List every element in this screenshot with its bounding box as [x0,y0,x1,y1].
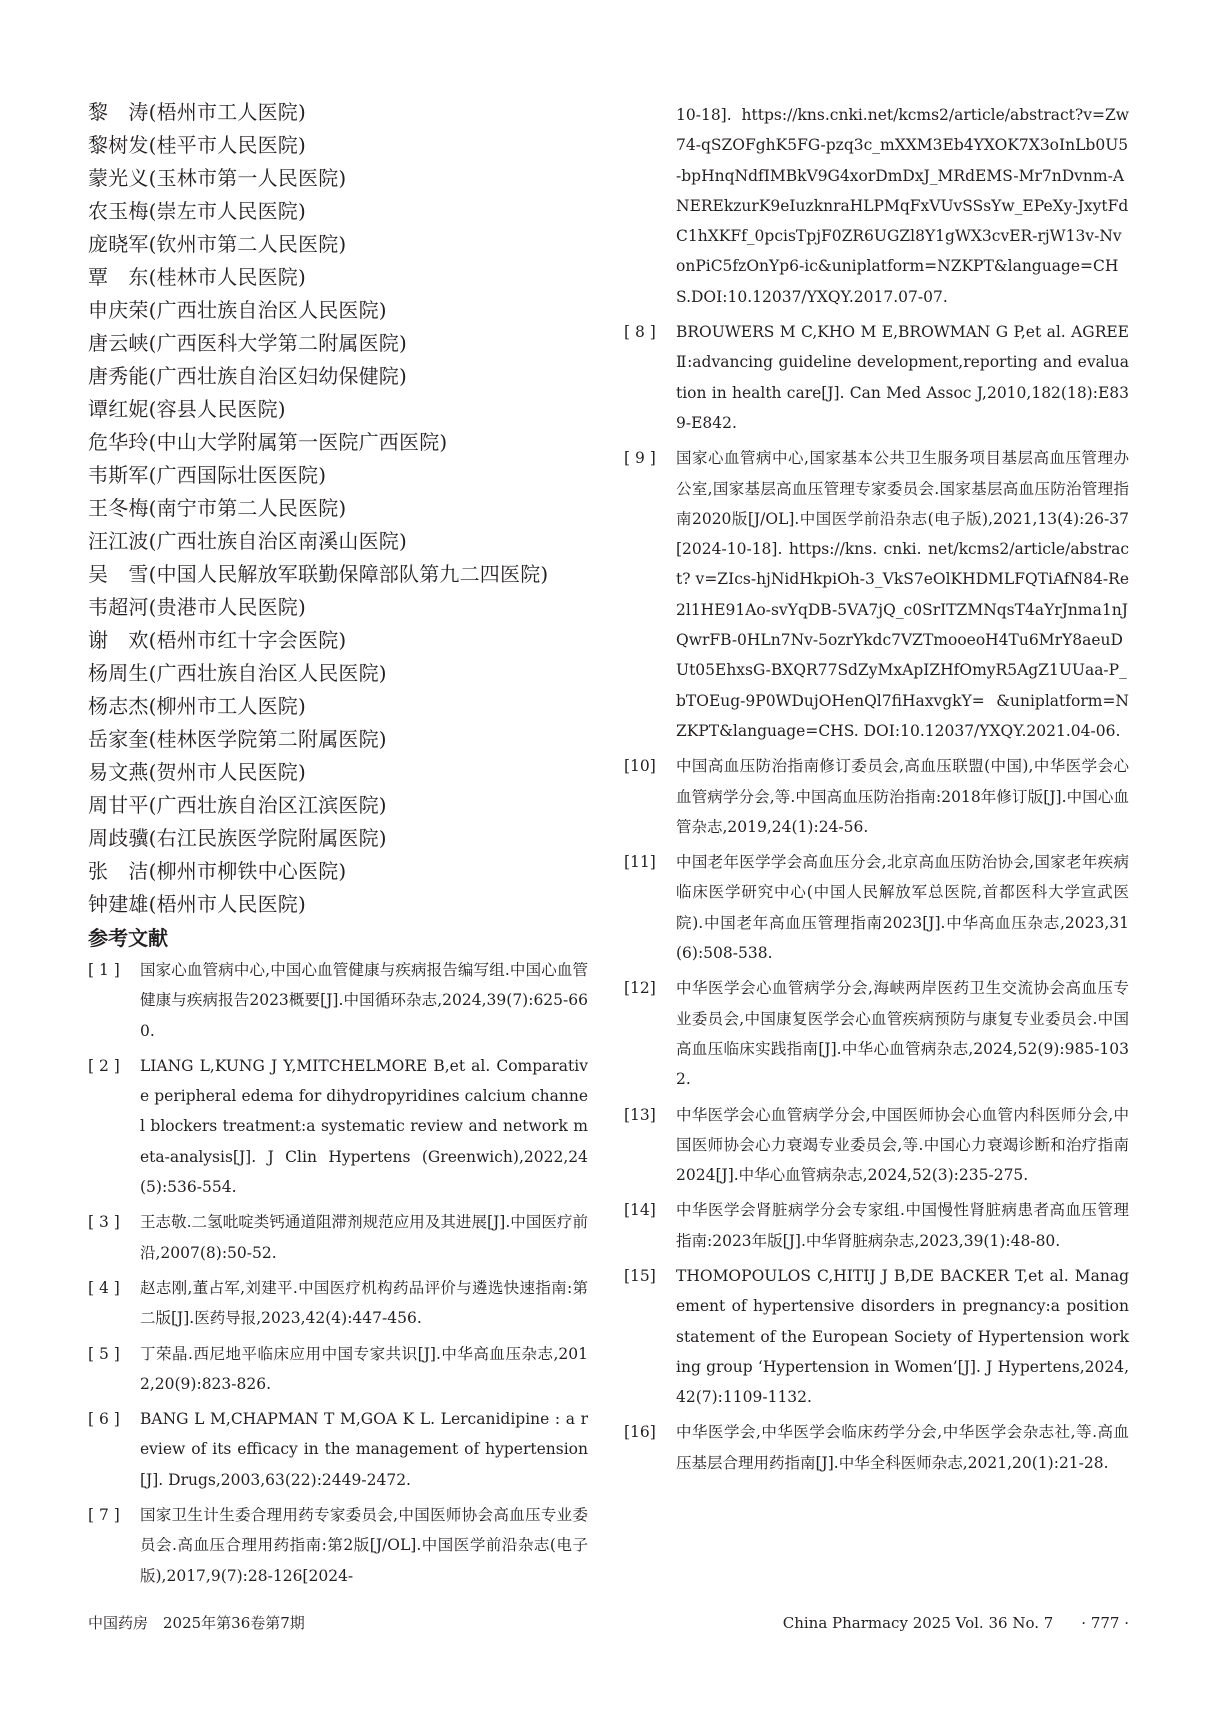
reference-text: 丁荣晶.西尼地平临床应用中国专家共识[J].中华高血压杂志,2012,20(9):823-826. [140,1344,588,1393]
reference-item [624,1417,1129,1478]
reference-number: [10] [624,757,656,776]
reference-text: BANG L M,CHAPMAN T M,GOA K L. Lercanidipine : a review of its efficacy in the management of hypertension [J]. Drugs,2003,63(22):2449-2472. [140,1410,588,1489]
reference-number: [ 4 ] [88,1278,120,1297]
reference-number: [ 1 ] [88,961,120,979]
reference-text: 中国高血压防治指南修订委员会,高血压联盟(中国),中华医学会心血管病学分会,等.中国高血压防治指南:2018年修订版[J].中国心血管杂志,2019,24(1):24-56. [676,757,1129,836]
member-entry: 黎树发(桂平市人民医院) [88,133,307,157]
reference-number: [ 3 ] [88,1213,120,1232]
reference-item [88,1051,588,1202]
reference-number: [ 7 ] [88,1506,120,1525]
right-column [624,100,1129,1483]
reference-text: THOMOPOULOS C,HITIJ J B,DE BACKER T,et al. Management of hypertensive disorders in pregnancy:a position statement of the European Society of Hypertension working group ‘Hypertension in Women’[J]. J Hypertens,2024,42(7):1109-1132. [676,1266,1129,1407]
member-entry: 岳家奎(桂林医学院第二附属医院) [88,727,387,751]
reference-number: [ 5 ] [88,1344,120,1363]
reference-item [624,1195,1129,1256]
reference-number: [ 9 ] [624,449,656,468]
reference-text: 国家心血管病中心,中国心血管健康与疾病报告编写组.中国心血管健康与疾病报告2023概要[J].中国循环杂志,2024,39(7):625-660. [140,961,588,1040]
reference-number: [11] [624,853,656,872]
member-entry: 韦超河(贵港市人民医院) [88,595,307,619]
reference-item [624,847,1129,968]
member-entry: 覃 东(桂林市人民医院) [88,265,307,289]
member-entry: 王冬梅(南宁市第二人民医院) [88,496,347,520]
member-entry: 周甘平(广西壮族自治区江滨医院) [88,793,387,817]
reference-text: 国家卫生计生委合理用药专家委员会,中国医师协会高血压专业委员会.高血压合理用药指南:第2版[J/OL].中国医学前沿杂志(电子版),2017,9(7):28-126[2024- [140,1506,588,1585]
page-number: · 777 · [1081,1614,1129,1632]
reference-text: 中华医学会心血管病学分会,海峡两岸医药卫生交流协会高血压专业委员会,中国康复医学会心血管疾病预防与康复专业委员会.中国高血压临床实践指南[J].中华心血管病杂志,2024,52(9):985-1032. [676,979,1129,1089]
member-entry: 易文燕(贺州市人民医院) [88,760,307,784]
reference-item [88,1273,588,1334]
member-entry: 黎 涛(梧州市工人医院) [88,100,307,124]
left-column [88,96,588,1596]
reference-text: 中华医学会肾脏病学分会专家组.中国慢性肾脏病患者高血压管理指南:2023年版[J].中华肾脏病杂志,2023,39(1):48-80. [676,1201,1129,1250]
reference-item [88,955,588,1046]
reference-item [624,443,1129,746]
reference-number: [ 2 ] [88,1056,120,1075]
journal-footer: 中国药房 2025年第36卷第7期 [88,1614,305,1632]
member-list [88,96,588,921]
reference-text: 中国老年医学学会高血压分会,北京高血压防治协会,国家老年疾病临床医学研究中心(中国人民解放军总医院,首都医科大学宣武医院).中国老年高血压管理指南2023[J].中华高血压杂志,2023,31(6):508-538. [676,853,1129,963]
member-entry: 蒙光义(玉林市第一人民医院) [88,166,347,190]
member-entry: 杨周生(广西壮族自治区人民医院) [88,661,387,685]
member-entry: 农玉梅(崇左市人民医院) [88,199,307,223]
reference-item [624,317,1129,438]
member-entry: 唐云峡(广西医科大学第二附属医院) [88,331,408,355]
member-entry: 汪江波(广西壮族自治区南溪山医院) [88,529,408,553]
journal-footer-right [783,1613,1129,1633]
member-entry: 杨志杰(柳州市工人医院) [88,694,307,718]
reference-item [88,1500,588,1591]
reference-text: 赵志刚,董占军,刘建平.中国医疗机构药品评价与遴选快速指南:第二版[J].医药导报,2023,42(4):447-456. [140,1278,588,1328]
member-entry: 谭红妮(容县人民医院) [88,397,286,421]
member-entry: 张 洁(柳州市柳铁中心医院) [88,859,347,883]
reference-text: 中华医学会,中华医学会临床药学分会,中华医学会杂志社,等.高血压基层合理用药指南[J].中华全科医师杂志,2021,20(1):21-28. [676,1423,1129,1472]
member-entry: 周歧骥(右江民族医学院附属医院) [88,826,387,850]
reference-list-left [88,955,588,1591]
member-entry: 庞晓军(钦州市第二人民医院) [88,232,347,256]
member-entry: 钟建雄(梧州市人民医院) [88,892,307,916]
reference-item [88,1207,588,1268]
reference-text: BROUWERS M C,KHO M E,BROWMAN G P,et al. AGREE Ⅱ:advancing guideline development,reporting and evaluation in health care[J]. Can Med Assoc J,2010,182(18):E839-E842. [676,323,1129,432]
reference-number: [14] [624,1201,656,1220]
journal-footer-english: China Pharmacy 2025 Vol. 36 No. 7 [782,1614,1054,1632]
reference-number: [15] [624,1266,656,1285]
reference-number: [12] [624,979,656,998]
reference-text: LIANG L,KUNG J Y,MITCHELMORE B,et al. Comparative peripheral edema for dihydropyridines calcium channel blockers treatment:a systematic review and network meta-analysis[J]. J Clin Hypertens (Greenwich),2022,24(5):536-554. [140,1056,588,1197]
reference-item [624,751,1129,842]
reference-item [88,1339,588,1400]
member-entry: 吴 雪(中国人民解放军联勤保障部队第九二四医院) [88,562,549,586]
reference-text: 王志敬.二氢吡啶类钙通道阻滞剂规范应用及其进展[J].中国医疗前沿,2007(8):50-52. [140,1213,588,1262]
member-entry: 谢 欢(梧州市红十字会医院) [88,628,347,652]
reference-number: [ 6 ] [88,1410,120,1429]
reference-text: 中华医学会心血管病学分会,中国医师协会心血管内科医师分会,中国医师协会心力衰竭专业委员会,等.中国心力衰竭诊断和治疗指南2024[J].中华心血管病杂志,2024,52(3):235-275. [676,1105,1129,1185]
reference-number: [ 8 ] [624,323,656,342]
reference-number: [16] [624,1423,656,1442]
references-heading: 参考文献 [88,926,168,950]
member-entry: 唐秀能(广西壮族自治区妇幼保健院) [88,364,408,388]
reference-item [624,1261,1129,1412]
reference-item [88,1404,588,1495]
member-entry: 申庆荣(广西壮族自治区人民医院) [88,298,387,322]
reference-7-continuation: 10-18]. https://kns.cnki.net/kcms2/article/abstract?v=Zw74-qSZOFghK5FG-pzq3c_mXXM3Eb4YXOK7X3oInLb0U5-bpHnqNdfIMBkV9G4xorDmDxJ_MRdEMS-Mr7nDvnm-ANEREkzurK9eIuzknraHLPMqFxVUvSSsYw_EPeXy-JxytFdC1hXKFf_0pcisTpjF0ZR6UGZl8Y1gWX3cvER-rjW13v-NvonPiC5fzOnYp6-ic&uniplatform=NZKPT&language=CHS.DOI:10.12037/YXQY.2017.07-07. [676,106,1129,306]
member-entry: 危华玲(中山大学附属第一医院广西医院) [88,430,448,454]
reference-text: 国家心血管病中心,国家基本公共卫生服务项目基层高血压管理办公室,国家基层高血压管理专家委员会.国家基层高血压防治管理指南2020版[J/OL].中国医学前沿杂志(电子版),2021,13(4):26-37[2024-10-18]. https://kns. cnki. net/kcms2/article/abstract? v=ZIcs-hjNidHkpiOh-3_VkS7eOlKHDMLFQTiAfN84-Re2l1HE91Ao-svYqDB-5VA7jQ_c0SrITZMNqsT4aYrJnma1nJQwrFB-0HLn7Nv-5ozrYkdc7VZTmooeoH4Tu6MrY8aeuDUt05EhxsG-BXQR77SdZyMxApIZHfOmyR5AgZ1UUaa-P_bTOEug-9P0WDujOHenQl7fiHaxvgkY= &uniplatform=NZKPT&language=CHS. DOI:10.12037/YXQY.2021.04-06. [676,449,1129,740]
reference-number: [13] [624,1105,656,1124]
reference-list-right [624,317,1129,1478]
member-entry: 韦斯军(广西国际壮医医院) [88,463,327,487]
reference-item [624,973,1129,1094]
reference-item [624,1100,1129,1191]
